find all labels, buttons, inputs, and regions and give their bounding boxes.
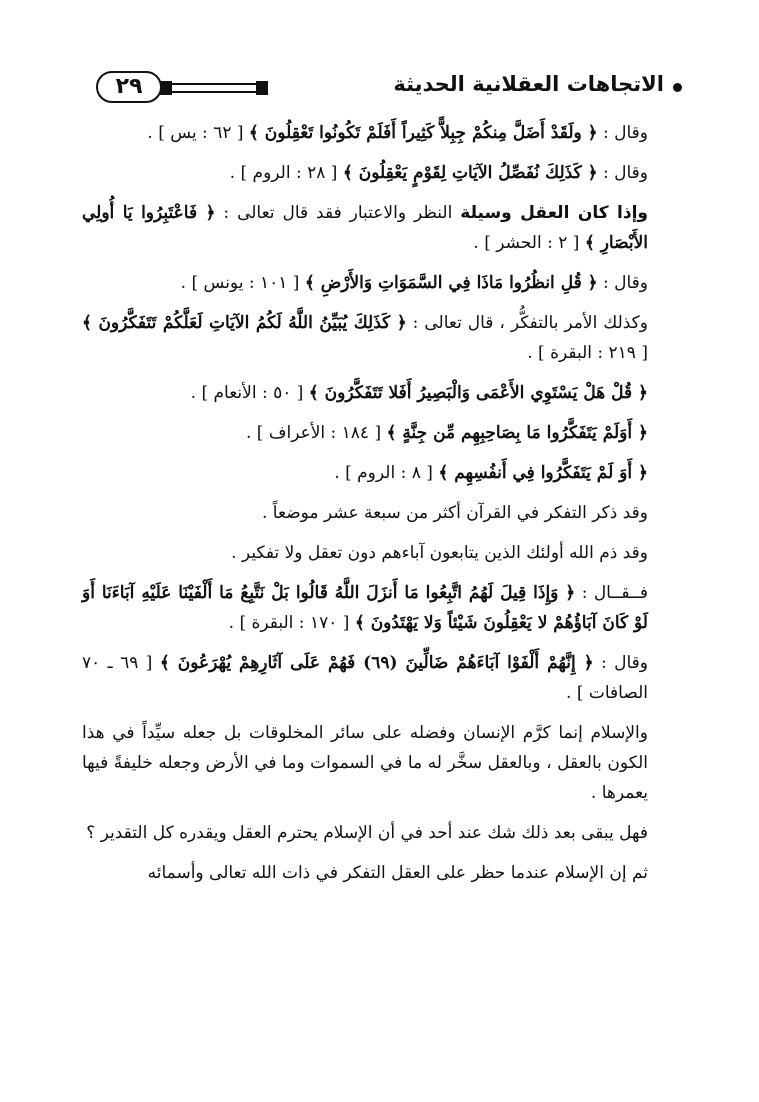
- quran-verse: ﴿ أَوَ لَمْ يَتَفَكَّرُوا فِي أَنفُسِهِم ﴾: [438, 463, 648, 483]
- header-ornament-left: [160, 81, 172, 95]
- text: وقال :: [597, 123, 648, 143]
- text: وقال :: [597, 163, 648, 183]
- paragraph: [82, 378, 678, 408]
- paragraph: [82, 498, 678, 528]
- verse-reference: [ ٢٨ : الروم ] .: [229, 163, 343, 183]
- bold-lead: وإذا كان العقل وسيلة: [460, 203, 648, 223]
- page-body: [82, 118, 678, 898]
- quran-verse: ﴿ فَاعْتَبِرُوا يَا أُولِي الأَبْصَارِ ﴾: [82, 203, 648, 253]
- paragraph: [82, 818, 678, 848]
- verse-reference: [ ١٨٤ : الأعراف ] .: [246, 423, 387, 443]
- verse-reference: [ ٢١٩ : البقرة ] .: [527, 343, 648, 363]
- quran-verse: ﴿ إِنَّهُمْ أَلْفَوْا آبَاءَهُمْ ضَالِّينَ (٦٩) فَهُمْ عَلَى آثَارِهِمْ يُهْرَعُونَ ﴾: [159, 653, 594, 673]
- paragraph: [82, 158, 678, 188]
- text: فهل يبقى بعد ذلك شك عند أحد في أن الإسلام يحترم العقل ويقدره كل التقدير ؟: [86, 823, 648, 843]
- verse-reference: [ ١٧٠ : البقرة ] .: [228, 613, 355, 633]
- text: ثم إن الإسلام عندما حظر على العقل التفكر في ذات الله تعالى وأسمائه: [147, 863, 648, 883]
- header-ornament-right: [256, 81, 268, 95]
- bullet-icon: [673, 83, 682, 92]
- quran-verse: ﴿ كَذَلِكَ نُفَصِّلُ الآيَاتِ لِقَوْمٍ يَعْقِلُونَ ﴾: [342, 163, 598, 183]
- quran-verse: ﴿ أَوَلَمْ يَتَفَكَّرُوا مَا بِصَاحِبِهِم مِّن جِنَّةٍ ﴾: [386, 423, 648, 443]
- paragraph: [82, 858, 678, 888]
- quran-verse: ﴿ قُلْ هَلْ يَسْتَوِي الأَعْمَى وَالْبَصِيرُ أَفَلا تَتَفَكَّرُونَ ﴾: [308, 383, 648, 403]
- running-header: [96, 70, 682, 106]
- paragraph: [82, 718, 678, 808]
- paragraph: [82, 648, 678, 708]
- verse-reference: [ ٦٩ ـ ٧٠ الصافات ] .: [82, 653, 648, 703]
- text: وكذلك الأمر بالتفكُّر ، قال تعالى :: [406, 313, 648, 333]
- text: وقد ذم الله أولئك الذين يتابعون آباءهم دون تعقل ولا تفكير .: [231, 543, 648, 563]
- quran-verse: ﴿ وَإِذَا قِيلَ لَهُمُ اتَّبِعُوا مَا أَنزَلَ اللَّهُ قَالُوا بَلْ نَتَّبِعُ مَا أَلْفَيْنَا عَلَيْهِ آبَاءَنَا أَوَ لَوْ كَانَ آبَاؤُهُمْ لا يَعْقِلُونَ شَيْئاً وَلا يَهْتَدُونَ ﴾: [82, 583, 648, 633]
- paragraph: [82, 198, 678, 258]
- text: النظر والاعتبار فقد قال تعالى :: [215, 203, 461, 223]
- paragraph: [82, 538, 678, 568]
- text: فــقــال :: [575, 583, 649, 603]
- verse-reference: [ ٨ : الروم ] .: [334, 463, 439, 483]
- text: وقال :: [593, 653, 649, 673]
- paragraph: [82, 578, 678, 638]
- running-title: الاتجاهات العقلانية الحديثة: [393, 72, 664, 96]
- paragraph: [82, 118, 678, 148]
- page-number: ٢٩: [96, 71, 162, 103]
- verse-reference: [ ٥٠ : الأنعام ] .: [190, 383, 309, 403]
- verse-reference: [ ١٠١ : يونس ] .: [180, 273, 305, 293]
- paragraph: [82, 308, 678, 368]
- text: والإسلام إنما كرَّم الإنسان وفضله على سائر المخلوقات بل جعله سيِّداً في هذا الكون بالعقل ، وبالعقل سخَّر له ما في السموات وما في الأرض وجعله خليفةً فيها يعمرها .: [82, 723, 648, 803]
- quran-verse: ﴿ كَذَلِكَ يُبَيِّنُ اللَّهُ لَكُمُ الآيَاتِ لَعَلَّكُمْ تَتَفَكَّرُونَ ﴾: [82, 313, 407, 333]
- paragraph: [82, 268, 678, 298]
- verse-reference: [ ٦٢ : يس ] .: [147, 123, 249, 143]
- header-rule: [162, 83, 262, 93]
- paragraph: [82, 418, 678, 448]
- paragraph: [82, 458, 678, 488]
- quran-verse: ﴿ قُلِ انظُرُوا مَاذَا فِي السَّمَوَاتِ وَالأَرْضِ ﴾: [304, 273, 598, 293]
- text: وقد ذكر التفكر في القرآن أكثر من سبعة عشر موضعاً .: [262, 503, 648, 523]
- quran-verse: ﴿ ولَقَدْ أَضَلَّ مِنكُمْ جِبِلاًّ كَثِيراً أَفَلَمْ تَكُونُوا تَعْقِلُونَ ﴾: [248, 123, 598, 143]
- text: وقال :: [597, 273, 648, 293]
- verse-reference: [ ٢ : الحشر ] .: [473, 233, 585, 253]
